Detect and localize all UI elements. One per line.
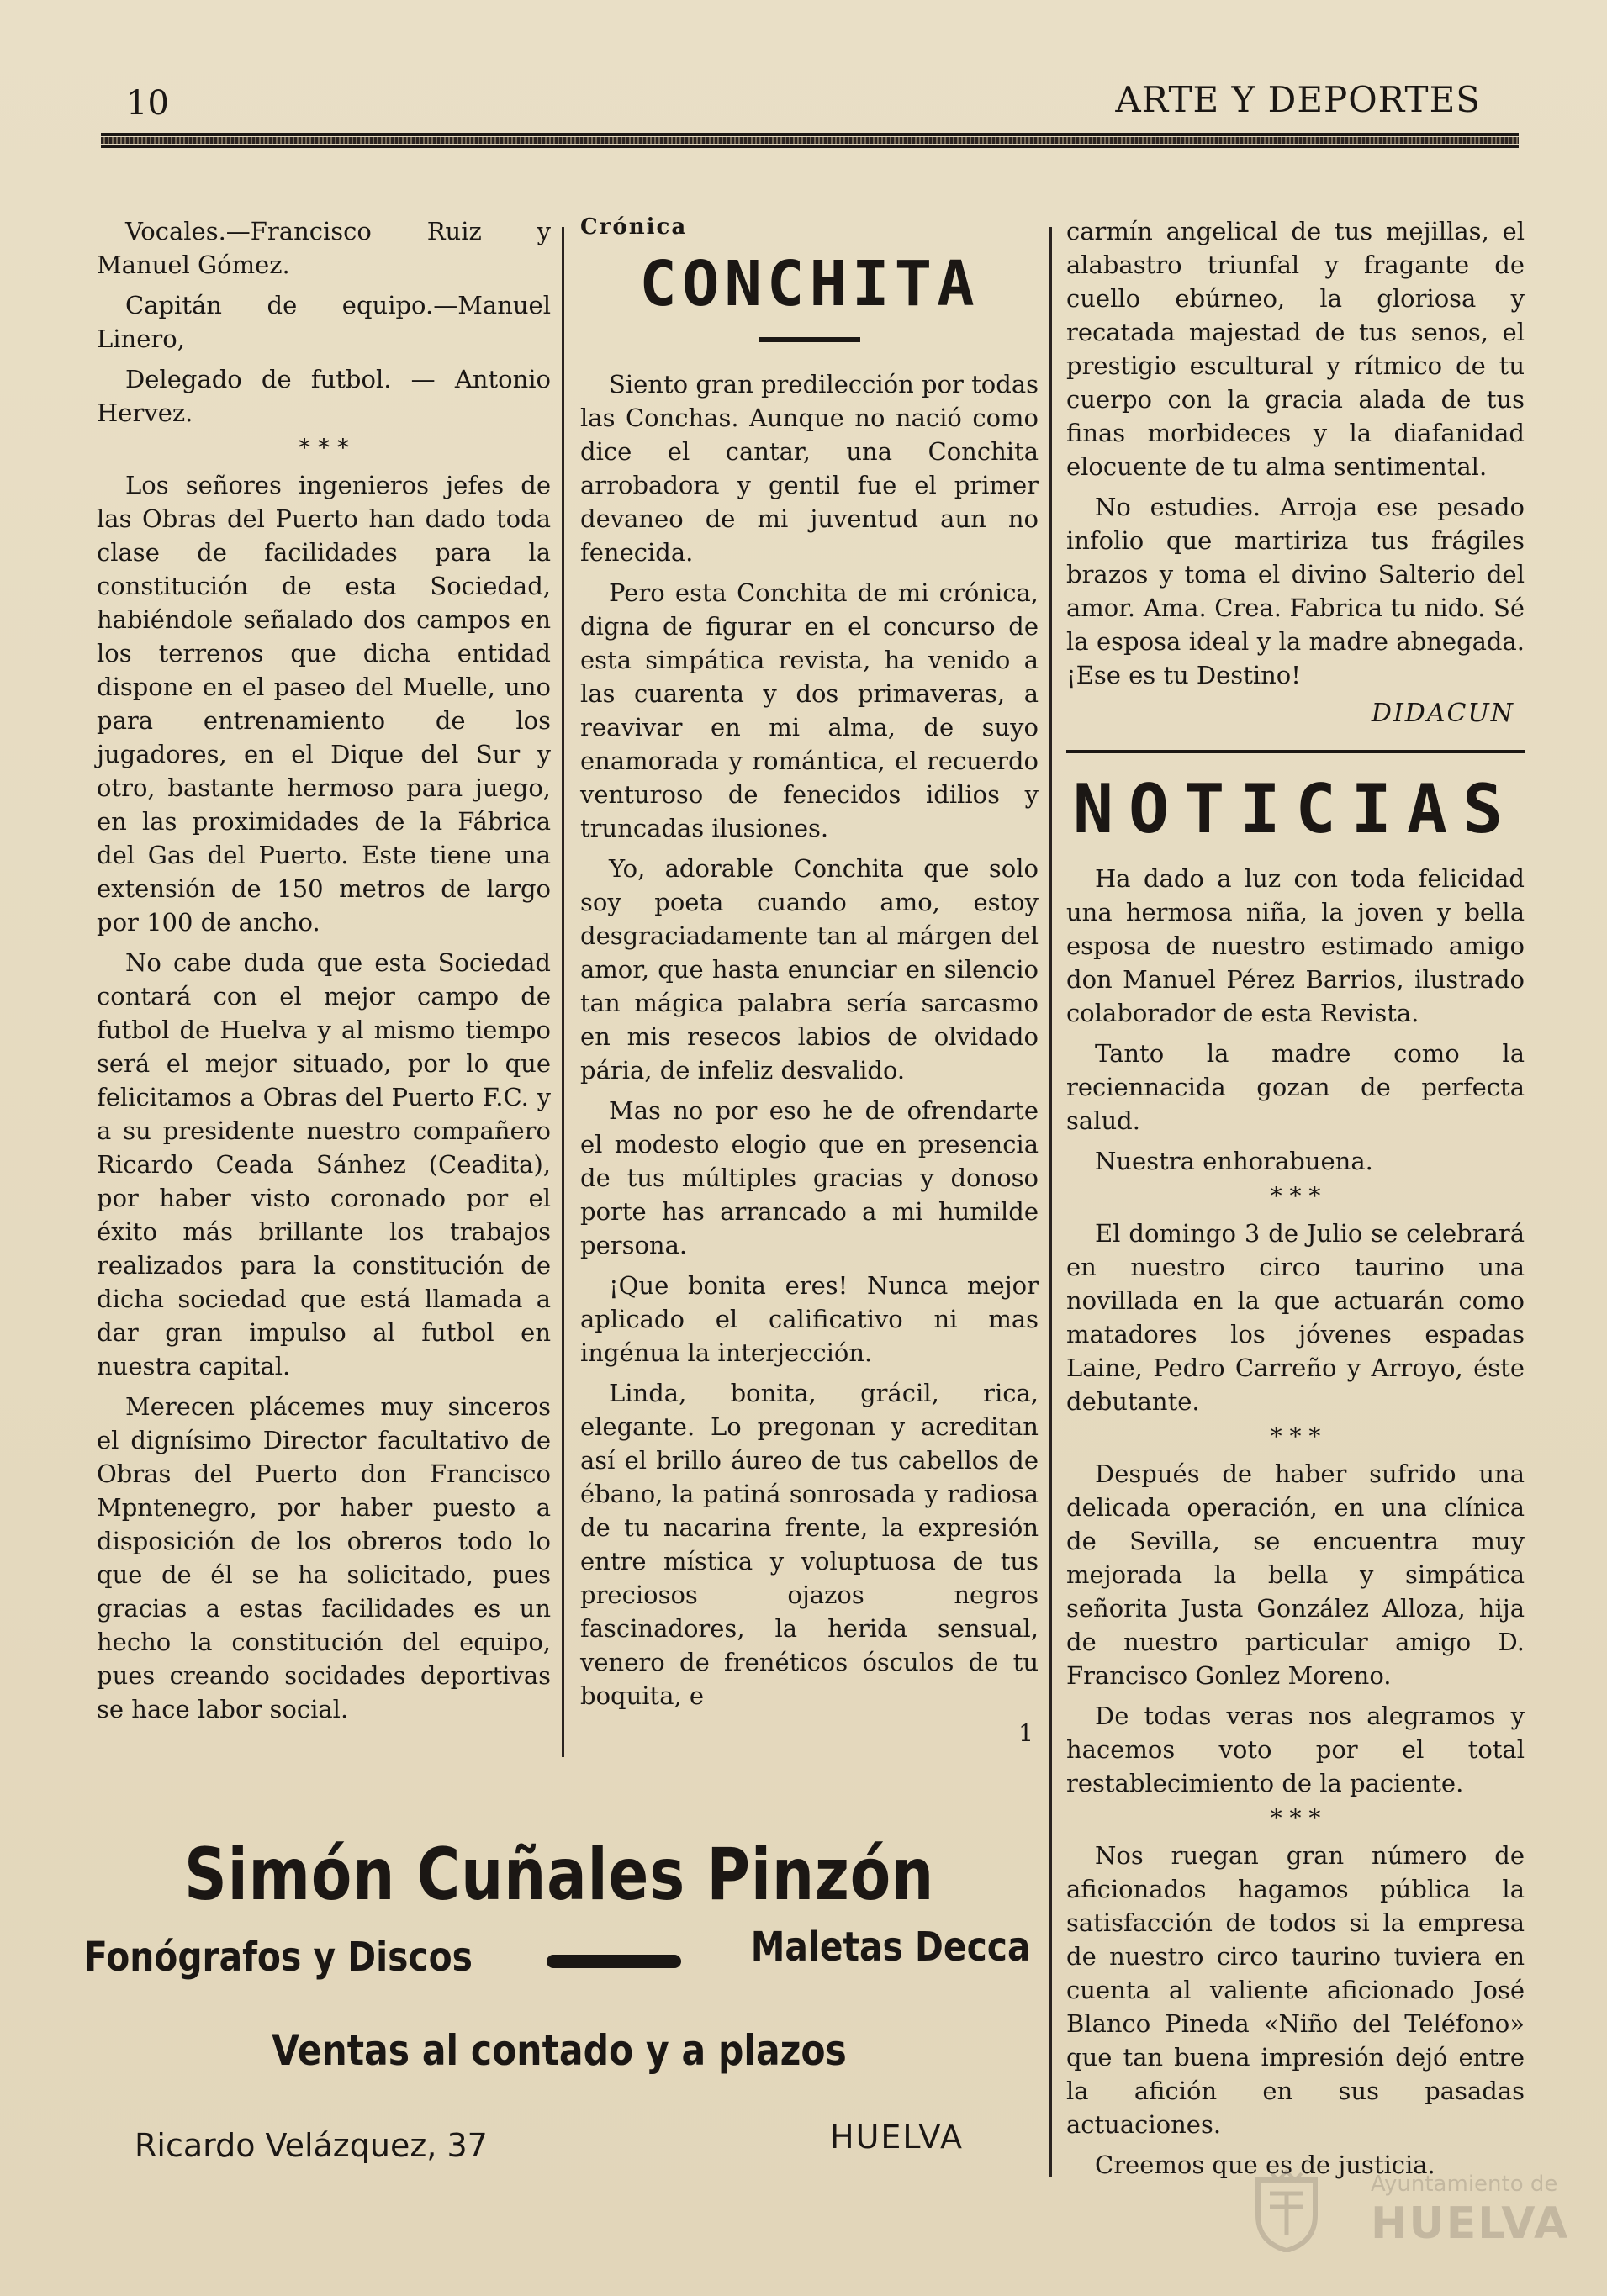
- paragraph: No estudies. Arroja ese pesado infolio que martiriza tus frágiles brazos y toma el divino Salterio del amor. Ama. Crea. Fabrica tu nido. Sé la esposa ideal y la madre abnegada. ¡Ese es tu Destino!: [1066, 493, 1525, 689]
- paragraph: ¡Que bonita eres! Nunca mejor aplicado el calificativo ni mas ingénua la interjección.: [580, 1271, 1039, 1367]
- column-divider-left: [562, 227, 564, 1757]
- paragraph: No cabe duda que esta Sociedad contará con el mejor campo de futbol de Huelva y al mismo tiempo será el mejor situado, por lo que felicitamos a Obras del Puerto F.C. y a su presidente nuestro compañero Ricardo Ceada Sánhez (Ceadita), por haber visto coronado por el éxito más brillante los trabajos realizados para la constitución de dicha sociedad que está llamada a dar gran impulso al futbol en nuestra capital.: [97, 948, 551, 1380]
- paragraph: Capitán de equipo.—Manuel Linero,: [97, 291, 551, 353]
- ad-address: Ricardo Velázquez, 37: [135, 2127, 488, 2164]
- ad-decorative-bar: [547, 1955, 681, 1968]
- ad-product-right: Maletas Decca: [750, 1924, 1030, 1971]
- news-item: Después de haber sufrido una delicada operación, en una clínica de Sevilla, se encuentra muy mejorada la bella y simpática señorita Justa González Alloza, hija de nuestro particular amigo D. Francisco Gonlez Moreno.: [1066, 1459, 1525, 1690]
- news-item: Ha dado a luz con toda felicidad una hermosa niña, la joven y bella esposa de nuestro estimado amigo don Manuel Pérez Barrios, ilustrado colaborador de esta Revista.: [1066, 864, 1525, 1027]
- page-mark: 1: [1018, 1719, 1033, 1747]
- page-number: 10: [126, 84, 169, 123]
- middle-column: [580, 214, 1039, 1747]
- header-rule: [101, 133, 1519, 148]
- paragraph: carmín angelical de tus mejillas, el alabastro triunfal y fragante de cuello ebúrneo, la gloriosa y recatada majestad de tus senos, el prestigio escultural y rítmico de tu cuerpo con la gracia alada de tus finas morbideces y la diafanidad elocuente de tu alma sentimental.: [1066, 217, 1525, 481]
- section-rule: [1066, 750, 1525, 753]
- news-item: Tanto la madre como la reciennacida gozan de perfecta salud.: [1066, 1039, 1525, 1135]
- watermark-line-1: Ayuntamiento de: [1371, 2172, 1558, 2197]
- watermark-line-2: HUELVA: [1371, 2198, 1570, 2249]
- ad-product-left: Fonógrafos y Discos: [84, 1934, 473, 1981]
- news-item: De todas veras nos alegramos y hacemos voto por el total restablecimiento de la paciente.: [1066, 1702, 1525, 1797]
- ad-business-name: Simón Cuñales Pinzón: [183, 1833, 935, 1917]
- paragraph: Pero esta Conchita de mi crónica, digna de figurar en el concurso de esta simpática revista, ha venido a las cuarenta y dos primaveras, a reavivar en mi alma, de suyo enamorada y romántica, el recuerdo venturoso de fenecidos idilios y truncadas ilusiones.: [580, 578, 1039, 842]
- paragraph: Yo, adorable Conchita que solo soy poeta cuando amo, estoy desgraciadamente tan al márgen del amor, que hasta enunciar en silencio tan mágica palabra sería sarcasmo en mis resecos labios de olvidado pária, de infeliz desvalido.: [580, 854, 1039, 1085]
- watermark: [1253, 2165, 1570, 2257]
- news-item: Nuestra enhorabuena.: [1095, 1147, 1373, 1175]
- paragraph: Delegado de futbol. — Antonio Hervez.: [97, 365, 551, 427]
- left-column: [97, 214, 551, 1733]
- coat-of-arms-icon: [1253, 2168, 1320, 2252]
- section-kicker: Crónica: [580, 214, 688, 240]
- column-divider-right: [1049, 227, 1052, 2177]
- section-separator: * * *: [1270, 1422, 1321, 1450]
- paragraph: Mas no por eso he de ofrendarte el modesto elogio que en presencia de tus múltiples gracias y donoso porte has arrancado a mi humilde persona.: [580, 1096, 1039, 1259]
- news-item: El domingo 3 de Julio se celebrará en nuestro circo taurino una novillada en la que actuarán como matadores los jóvenes espadas Laine, Pedro Carreño y Arroyo, éste debutante.: [1066, 1219, 1525, 1416]
- section-title: NOTICIAS: [1072, 770, 1519, 848]
- paragraph: Vocales.—Francisco Ruiz y Manuel Gómez.: [97, 217, 551, 279]
- right-column: [1066, 214, 1525, 2188]
- title-rule: [759, 337, 860, 342]
- ad-sales-line: Ventas al contado y a plazos: [272, 2026, 847, 2075]
- author-signature: DIDACUN: [1371, 699, 1514, 728]
- section-separator: * * *: [299, 434, 349, 462]
- paragraph: Los señores ingenieros jefes de las Obras del Puerto han dado toda clase de facilidades para la constitución de esta Sociedad, habiéndole señalado dos campos en los terrenos que dicha entidad dispone en el paseo del Muelle, uno para entrenamiento de los jugadores, en el Dique del Sur y otro, bastante hermoso para juego, en las proximidades de la Fábrica del Gas del Puerto. Este tiene una extensión de 150 metros de largo por 100 de ancho.: [97, 471, 551, 937]
- running-head: ARTE Y DEPORTES: [1115, 79, 1481, 120]
- news-item: Creemos que es de justicia.: [1095, 2151, 1435, 2179]
- paragraph: Merecen plácemes muy sinceros el dignísimo Director facultativo de Obras del Puerto don Francisco Mpntenegro, por haber puesto a disposición de los obreros todo lo que de él se ha solicitado, pues gracias a estas facilidades es un hecho la constitución del equipo, pues creando socidades deportivas se hace labor social.: [97, 1392, 551, 1723]
- news-item: Nos ruegan gran número de aficionados hagamos pública la satisfacción de todos si la empresa de nuestro circo taurino tuviera en cuenta al valiente aficionado José Blanco Pineda «Niño del Teléfono» que tan buena impresión dejó entre la afición en sus pasadas actuaciones.: [1066, 1841, 1525, 2139]
- advertisement: [80, 1799, 1039, 2194]
- article-title: CONCHITA: [639, 248, 980, 320]
- paragraph: Siento gran predilección por todas las Conchas. Aunque no nació como dice el cantar, una Conchita arrobadora y gentil fue el primer devaneo de mi juventud aun no fenecida.: [580, 370, 1039, 567]
- ad-city: HUELVA: [830, 2119, 964, 2156]
- paragraph: Linda, bonita, grácil, rica, elegante. Lo pregonan y acreditan así el brillo áureo de tus cabellos de ébano, la patiná sonrosada y radiosa de tu nacarina frente, la expresión entre mística y voluptuosa de tus preciosos ojazos negros fascinadores, la herida sensual, venero de frenéticos ósculos de tu boquita, e: [580, 1379, 1039, 1710]
- section-separator: * * *: [1270, 1182, 1321, 1210]
- section-separator: * * *: [1270, 1804, 1321, 1832]
